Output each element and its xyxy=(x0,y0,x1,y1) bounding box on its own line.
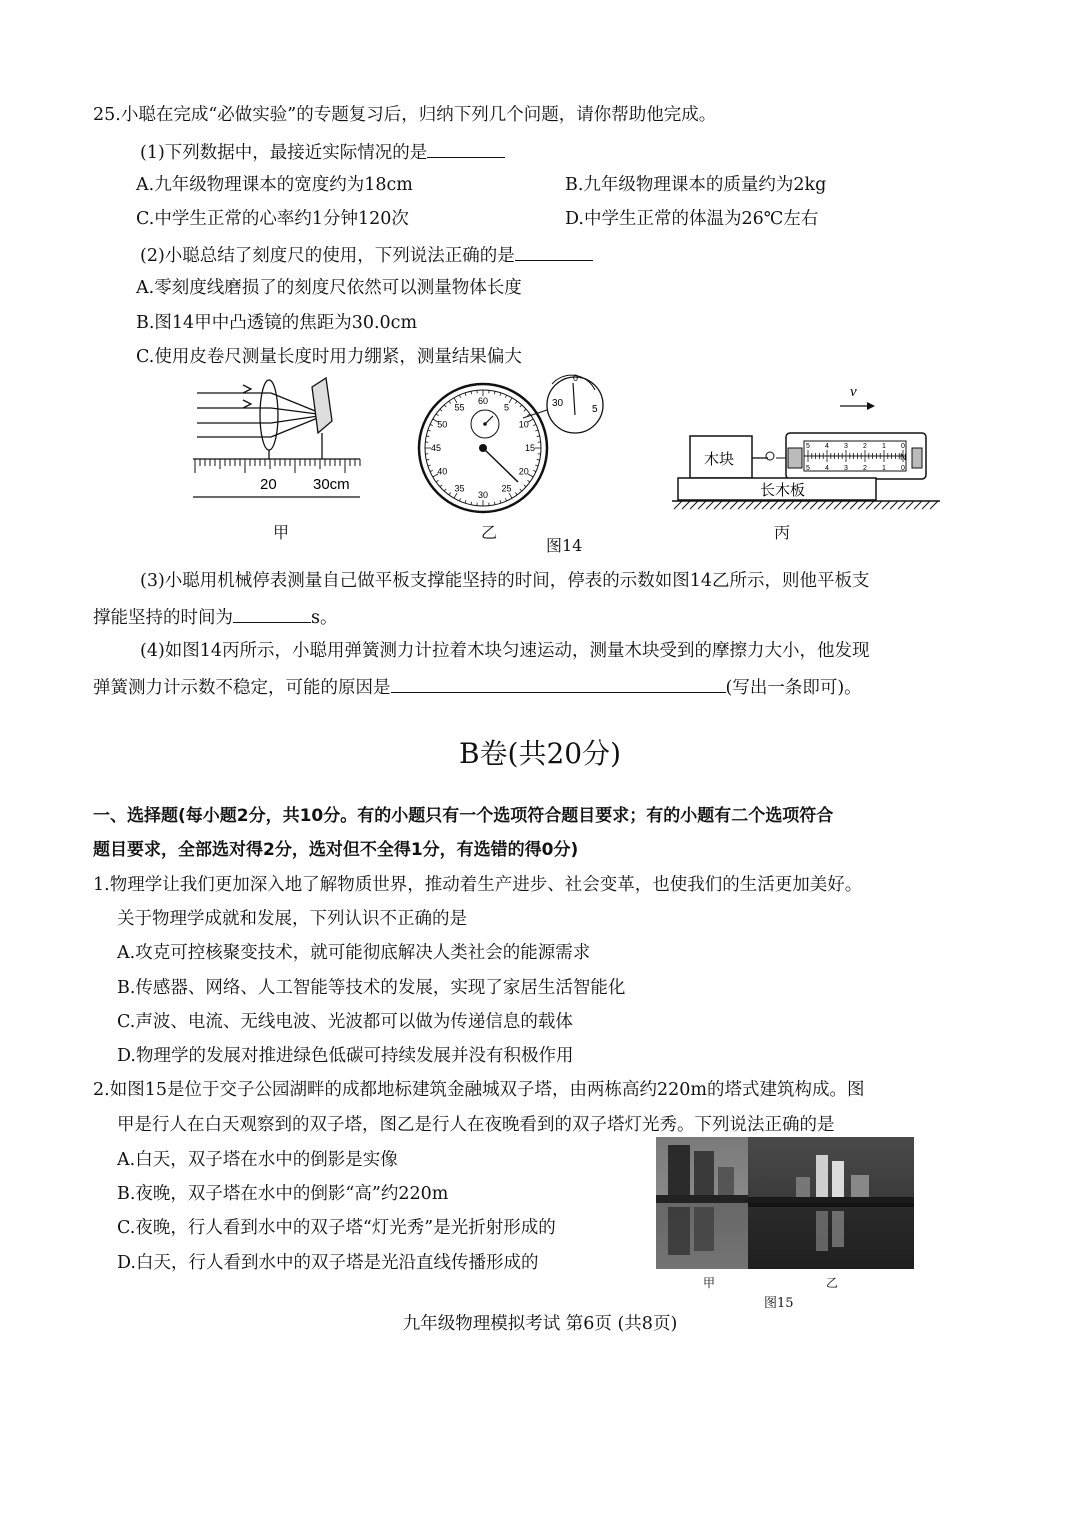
ruler-label-30: 30cm xyxy=(313,476,350,493)
q25-part4-line2: 弹簧测力计示数不稳定，可能的原因是 (写出一条即可)。 xyxy=(93,674,862,700)
stopwatch-label: 60 xyxy=(477,396,489,406)
stopwatch-label: 25 xyxy=(501,483,512,494)
section-b-title: B卷(共20分) xyxy=(458,737,622,770)
figure14-label-jia: 甲 xyxy=(273,523,290,542)
figure15-caption: 图15 xyxy=(764,1296,794,1311)
board-label: 长木板 xyxy=(760,481,806,499)
figure14-spring-scale xyxy=(668,378,943,513)
zoom-label-30: 30 xyxy=(552,398,564,409)
q2-stem-line1: 2.如图15是位于交子公园湖畔的成都地标建筑金融城双子塔，由两栋高约220m的塔式建筑构成。图 xyxy=(93,1080,865,1100)
q25-p2-option-a: A.零刻度线磨损了的刻度尺依然可以测量物体长度 xyxy=(136,278,522,298)
spring-bottom-label: 0 xyxy=(901,465,905,472)
q25-part1: (1)下列数据中，最接近实际情况的是 xyxy=(140,139,505,165)
stopwatch-label: 45 xyxy=(430,443,442,453)
q1-option-a: A.攻克可控核聚变技术，就可能彻底解决人类社会的能源需求 xyxy=(117,943,591,963)
spring-top-label: 4 xyxy=(825,443,829,450)
q2-stem-line2: 甲是行人在白天观察到的双子塔，图乙是行人在夜晚看到的双子塔灯光秀。下列说法正确的是 xyxy=(117,1115,835,1135)
ruler-label-20: 20 xyxy=(260,476,277,493)
q1-stem-line1: 1.物理学让我们更加深入地了解物质世界，推动着生产进步、社会变革，也使我们的生活更加美好。 xyxy=(93,875,863,895)
figure14-label-bing: 丙 xyxy=(774,523,791,542)
q2-option-a: A.白天，双子塔在水中的倒影是实像 xyxy=(117,1150,398,1170)
q25-p2-option-c: C.使用皮卷尺测量长度时用力绷紧，测量结果偏大 xyxy=(136,347,522,367)
page-footer: 九年级物理模拟考试 第6页 (共8页) xyxy=(402,1314,678,1334)
stopwatch-label: 40 xyxy=(437,466,448,477)
q2-option-d: D.白天，行人看到水中的双子塔是光沿直线传播形成的 xyxy=(117,1253,539,1273)
figure14-stopwatch xyxy=(415,370,605,515)
spring-top-label: 0 xyxy=(901,443,905,450)
zoom-label-5: 5 xyxy=(592,404,598,415)
stopwatch-label: 35 xyxy=(454,483,465,494)
q1-stem-line2: 关于物理学成就和发展，下列认识不正确的是 xyxy=(117,909,467,929)
stopwatch-label: 55 xyxy=(454,402,465,413)
q2-option-c: C.夜晚，行人看到水中的双子塔“灯光秀”是光折射形成的 xyxy=(117,1218,556,1238)
q25-part3-line2: 撑能坚持的时间为 s。 xyxy=(93,604,337,630)
q25-part4-line1: (4)如图14丙所示，小聪用弹簧测力计拉着木块匀速运动，测量木块受到的摩擦力大小，他发现 xyxy=(140,641,870,661)
figure14-label-yi: 乙 xyxy=(481,523,498,542)
spring-bottom-label: 2 xyxy=(863,465,867,472)
figure15-twin-towers-photo xyxy=(656,1137,914,1269)
answer-blank-1[interactable] xyxy=(427,139,505,158)
spring-top-label: 3 xyxy=(844,443,848,450)
q1-option-b: B.传感器、网络、人工智能等技术的发展，实现了家居生活智能化 xyxy=(117,978,626,998)
spring-top-label: 5 xyxy=(806,443,810,450)
q25-p1-option-d: D.中学生正常的体温为26℃左右 xyxy=(565,209,819,229)
q2-option-b: B.夜晚，双子塔在水中的倒影“高”约220m xyxy=(117,1184,449,1204)
q25-part2: (2)小聪总结了刻度尺的使用，下列说法正确的是 xyxy=(140,242,593,268)
q25-stem: 25.小聪在完成“必做实验”的专题复习后，归纳下列几个问题，请你帮助他完成。 xyxy=(93,105,717,125)
spring-top-label: 1 xyxy=(882,443,886,450)
figure15-label-jia: 甲 xyxy=(703,1276,716,1290)
zoom-label-0: 0 xyxy=(573,373,579,383)
stopwatch-label: 5 xyxy=(503,402,510,413)
answer-blank-4[interactable] xyxy=(391,674,726,693)
spring-unit-n: N xyxy=(900,452,907,462)
spring-bottom-label: 1 xyxy=(882,465,886,472)
q1-option-c: C.声波、电流、无线电波、光波都可以做为传递信息的载体 xyxy=(117,1012,573,1032)
q25-part3-line1: (3)小聪用机械停表测量自己做平板支撑能坚持的时间，停表的示数如图14乙所示，则他平板支 xyxy=(140,571,870,591)
figure14-caption: 图14 xyxy=(546,536,583,555)
figure15-label-yi: 乙 xyxy=(826,1276,839,1290)
q25-p1-option-c: C.中学生正常的心率约1分钟120次 xyxy=(136,209,409,229)
spring-top-label: 2 xyxy=(863,443,867,450)
spring-bottom-label: 5 xyxy=(806,465,810,472)
section-b-instruction-1: 一、选择题(每小题2分，共10分。有的小题只有一个选项符合题目要求；有的小题有二个选项符合 xyxy=(93,806,834,826)
velocity-label: v xyxy=(850,384,857,400)
answer-blank-2[interactable] xyxy=(515,242,593,261)
figure14-lens-diagram xyxy=(185,375,365,505)
section-b-instruction-2: 题目要求，全部选对得2分，选对但不全得1分，有选错的得0分) xyxy=(93,840,579,860)
spring-bottom-label: 4 xyxy=(825,465,829,472)
stopwatch-label: 10 xyxy=(518,419,529,430)
q1-option-d: D.物理学的发展对推进绿色低碳可持续发展并没有积极作用 xyxy=(117,1046,574,1066)
stopwatch-label: 20 xyxy=(518,466,529,477)
stopwatch-label: 30 xyxy=(477,490,489,500)
q25-p1-option-a: A.九年级物理课本的宽度约为18cm xyxy=(136,175,413,195)
block-label: 木块 xyxy=(704,450,735,468)
stopwatch-label: 50 xyxy=(437,419,448,430)
q25-p2-option-b: B.图14甲中凸透镜的焦距为30.0cm xyxy=(136,313,418,333)
q25-p1-option-b: B.九年级物理课本的质量约为2kg xyxy=(565,175,827,195)
spring-bottom-label: 3 xyxy=(844,465,848,472)
stopwatch-label: 15 xyxy=(524,443,536,453)
answer-blank-3[interactable] xyxy=(233,604,311,623)
